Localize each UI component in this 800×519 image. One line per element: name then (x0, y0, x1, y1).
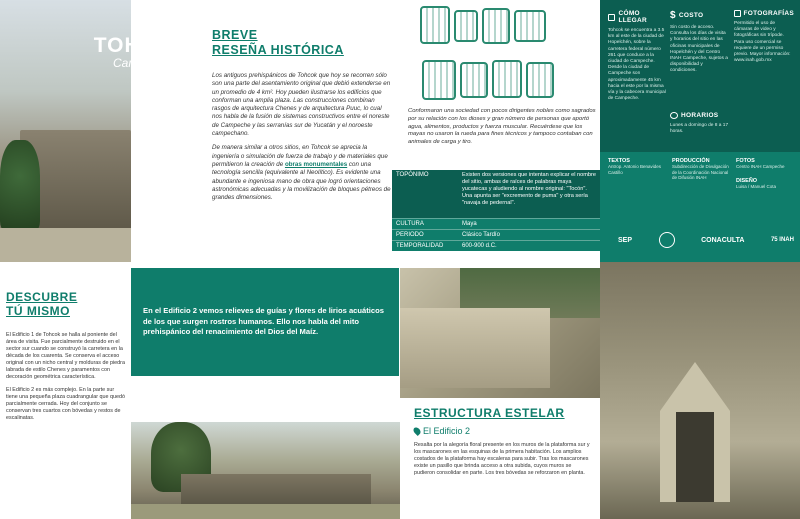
vault-doorway (676, 412, 714, 502)
cover-logo-icon (132, 10, 152, 30)
info-hours-text: Lunes a domingo de 8 a 17 horas. (670, 123, 729, 135)
history-column (212, 28, 392, 258)
table-value: Clásico Tardío (462, 232, 500, 238)
history-heading (212, 28, 392, 58)
info-photos-title: FOTOGRAFÍAS (743, 10, 794, 17)
info-hours-title: HORARIOS (681, 112, 719, 119)
table-row-temporalidad (392, 240, 600, 251)
info-cost-title: COSTO (678, 12, 704, 19)
info-cost-header (670, 10, 728, 21)
history-para2-bold: obras monumentales (284, 160, 348, 168)
sep-logo: SEP (618, 236, 633, 244)
history-para2-start: De manera similar a otros sitios, en Tohcok se aprecia la ingeniería o simulación de fuerza de trabajo y de materiales que permitieron la creación de (212, 144, 388, 168)
discover-para2: El Edificio 2 es más complejo. En la parte sur tiene una pequeña plaza cuadrangular que quedó parcialmente cerrada. Hoy del conjunto se conservan tres cuartos con bóvedas y restos de escalinatas. (6, 387, 125, 421)
table-value: Existen dos versiones que intentan explicar el nombre del sitio, ambas de raíces de palabras maya yucatecas y aludiendo al nombre original: "Tocón". Una apunta ser "excremento de puma" y otra sería "navaja de pedernal". (462, 172, 597, 206)
credit-label: TEXTOS (608, 158, 630, 164)
credit-label: DISEÑO (736, 178, 758, 184)
credit-label: FOTOS (736, 158, 755, 164)
glyph-panel (420, 6, 560, 106)
discover-para1: El Edificio 1 de Tohcok se halla al poniente del área de visita. Fue parcialmente destruido en el sector sur cuando se construyó la carretera en la década de los cuarenta. Se conserva el acceso original con un nicho central y molduras de piedra labrada de estilo Chenes y paramentos con decoración geométrica característica. (6, 332, 125, 380)
credit-value: Luisa / Manuel Cota (736, 184, 777, 189)
stellar-heading: ESTRUCTURA ESTELAR (414, 406, 565, 420)
edificio-1-photo (131, 422, 400, 519)
glyph-2-icon (454, 10, 478, 42)
table-row-toponimo (392, 170, 600, 218)
info-hours-header (670, 112, 730, 119)
info-how-to-get-text: Tohcok se encuentra a 3.5 km al este de la ciudad de Hopelchén, sobre la carretera federal número 261 que conduce a la ciudad de Campeche. Desde la ciudad de Campeche son aproximadamente 45 km hacia el este por la misma vía y la cabecera municipal de Campeche. (608, 28, 666, 102)
edificio-2-photo (400, 268, 600, 398)
stellar-panel (400, 398, 600, 519)
credit-textos (608, 158, 666, 175)
mexico-seal-icon (659, 232, 675, 248)
history-heading-line2: RESEÑA HISTÓRICA (212, 43, 344, 57)
vault-photo (600, 262, 800, 519)
dollar-icon: $ (670, 10, 676, 21)
info-cost (670, 10, 728, 75)
info-panel (600, 0, 800, 152)
credit-produccion (672, 158, 732, 181)
stellar-subheading-row (414, 426, 590, 436)
credit-fotos (736, 158, 796, 170)
discover-heading-line2: TÚ MISMO (6, 304, 70, 318)
stellar-subheading: El Edificio 2 (423, 426, 471, 436)
edificio-2-walls (400, 308, 550, 388)
info-photos-header (734, 10, 794, 17)
discover-heading-line1: DESCUBRE (6, 290, 78, 304)
info-photos (734, 10, 794, 64)
table-value: 600-900 d.C. (462, 243, 497, 249)
table-key: TEMPORALIDAD (396, 243, 444, 249)
conaculta-logo: CONACULTA (701, 236, 745, 244)
glyph-5-icon (422, 60, 456, 100)
credit-value: Subdirección de Divulgación de la Coordinación Nacional de Difusión INAH (672, 164, 729, 181)
table-key: PERIODO (396, 232, 424, 238)
highlight-text: En el Edificio 2 vemos relieves de guías y flores de lirios acuáticos de los que surgen rostros humanos. Ello nos habla del mito prehispánico del renacimiento del Dios del Maíz. (143, 306, 384, 336)
discover-column (6, 290, 126, 515)
inah-logo: 75 INAH (770, 237, 794, 243)
glyph-7-icon (492, 60, 522, 98)
history-body (212, 72, 392, 202)
table-row-periodo (392, 229, 600, 240)
glyph-3-icon (482, 8, 510, 44)
glyph-4-icon (514, 10, 546, 42)
info-cost-text: Sin costo de acceso. Consulta los días de visita y horarios del sitio en las oficinas municipales de Hopelchén y del Centro INAH Campeche, sujetos a disponibilidad y condiciones. (670, 25, 728, 74)
glyph-caption: Conformaron una sociedad con pocos dirigentes nobles como sagrados por su relación con los dioses y gran número de personas que aportó agua, alimentos, productos y fuerza muscular. Recuérdese que los mayas no usaron la rueda para fines técnicos y tampoco contaban con animales de carga y tiro. (408, 108, 596, 146)
credit-diseno (736, 178, 796, 190)
cover-ground (0, 228, 131, 262)
info-how-to-get (608, 10, 666, 102)
table-key: TOPÓNIMO (396, 172, 429, 178)
table-value: Maya (462, 221, 477, 227)
info-photos-text: Permitido el uso de cámaras de video y fotográficas sin trípode. Para uso comercial se requiere de un permiso previo. Mayor información: www.inah.gob.mx (734, 21, 791, 64)
history-para2 (212, 144, 392, 202)
clock-icon (670, 112, 678, 119)
discover-heading (6, 290, 126, 318)
car-icon (608, 14, 615, 21)
history-para2-end: con una tecnología sencilla (equivalente al Neolítico). Es evidente una abundante e ingeniosa mano de obra que logró orientaciones astronómicas adecuadas y la movilización de bloques pétreos de grandes dimensiones. (212, 160, 391, 202)
history-para1: Los antiguos prehispánicos de Tohcok que hoy se recorren sólo son una parte del asentamiento original que debió extenderse en un promedio de 4 km². Hoy pueden ilustrarse los edificios que conforman una amplia plaza. Las construcciones combinan rasgos de arquitectura Chenes y de arquitectura Puuc, lo cual nos habla de la fusión de sistemas constructivos entre el noreste de Campeche y las serranías sur de Yucatán y el noroeste campechano. (212, 72, 391, 138)
cover-subtitle: Campeche (112, 56, 172, 70)
cover-title: TOHCOK (93, 34, 191, 57)
cover-title-block (72, 10, 212, 90)
stellar-text: Resalta por la alegoría floral presente en los muros de la plataforma sur y los mascarones en las esquinas de la primera habitación. Los amplios costados de la plataforma hay escaleras para subir. Tras los mascarones existe un pasillo que brinda acceso a otra subida, cuyos muros se pudieron consolidar en parte. Los tres bóvedas se reforzaron en planta. (414, 442, 590, 476)
cover-tree (0, 140, 40, 230)
glyph-6-icon (460, 62, 488, 98)
info-hours (670, 112, 730, 135)
edificio-1-ruins (181, 474, 371, 506)
table-key: CULTURA (396, 221, 424, 227)
glyph-8-icon (526, 62, 554, 98)
highlight-panel (131, 268, 399, 376)
credits-panel (600, 152, 800, 262)
logo-row (606, 228, 794, 252)
table-row-cultura (392, 218, 600, 229)
info-how-to-get-header (608, 10, 666, 24)
map-pin-icon (412, 426, 422, 436)
credit-label: PRODUCCIÓN (672, 158, 710, 164)
credit-value: Antrop. Antonio Benavides Castillo (608, 164, 662, 175)
glyph-1-icon (420, 6, 450, 44)
history-heading-line1: BREVE (212, 28, 258, 42)
discover-body (6, 332, 126, 422)
edificio-1-ground (131, 504, 400, 519)
camera-icon (734, 10, 741, 17)
info-how-to-get-title: CÓMO LLEGAR (618, 10, 648, 24)
credit-value: Centro INAH Campeche (736, 164, 785, 169)
site-info-table (392, 170, 600, 262)
